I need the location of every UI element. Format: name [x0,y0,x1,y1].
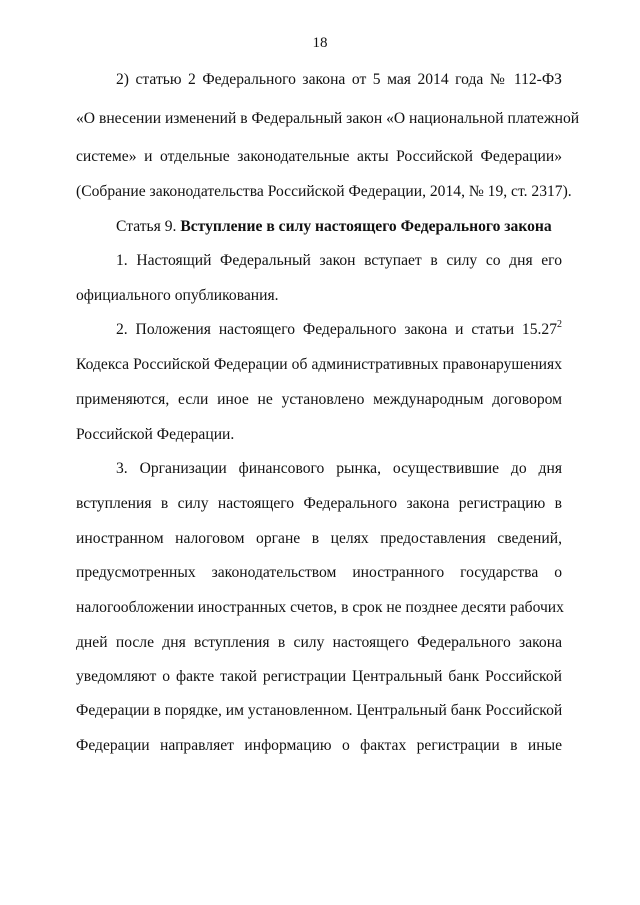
text-line: официального опубликования. [76,287,279,304]
text-line: 1. Настоящий Федеральный закон вступает в силу со дня его [116,252,562,269]
article-label: Статья 9. [116,218,177,235]
superscript: 2 [557,319,562,330]
text-span: 2. Положения настоящего Федерального закона и статьи 15.27 [116,321,557,338]
page-number: 18 [312,35,328,51]
text-line [116,320,562,340]
text-line: иностранном налоговом органе в целях предоставления сведений, [76,530,562,547]
article-heading [116,217,552,237]
text-line: Федерации направляет информацию о фактах регистрации в иные [76,737,562,754]
text-line: применяются, если иное не установлено международным договором [76,391,562,408]
text-line: (Собрание законодательства Российской Федерации, 2014, № 19, ст. 2317). [76,183,572,200]
text-line: системе» и отдельные законодательные акты Российской Федерации» [76,148,562,165]
text-line: 2) статью 2 Федерального закона от 5 мая 2014 года № 112-ФЗ [116,71,562,88]
text-line: дней после дня вступления в силу настоящего Федерального закона [76,634,562,651]
text-line: вступления в силу настоящего Федерального закона регистрацию в [76,495,562,512]
text-line: «О внесении изменений в Федеральный закон «О национальной платежной [76,110,580,127]
text-line: предусмотренных законодательством иностранного государства о [76,564,562,581]
text-line: Федерации в порядке, им установленном. Центральный банк Российской [76,702,563,719]
text-line: Кодекса Российской Федерации об административных правонарушениях [76,356,562,373]
text-line: Российской Федерации. [76,426,235,443]
text-line: 3. Организации финансового рынка, осуществившие до дня [116,460,562,477]
text-line: налогообложении иностранных счетов, в срок не позднее десяти рабочих [76,599,564,616]
text-line: уведомляют о факте такой регистрации Центральный банк Российской [76,668,562,685]
article-title: Вступление в силу настоящего Федерального закона [180,218,552,235]
